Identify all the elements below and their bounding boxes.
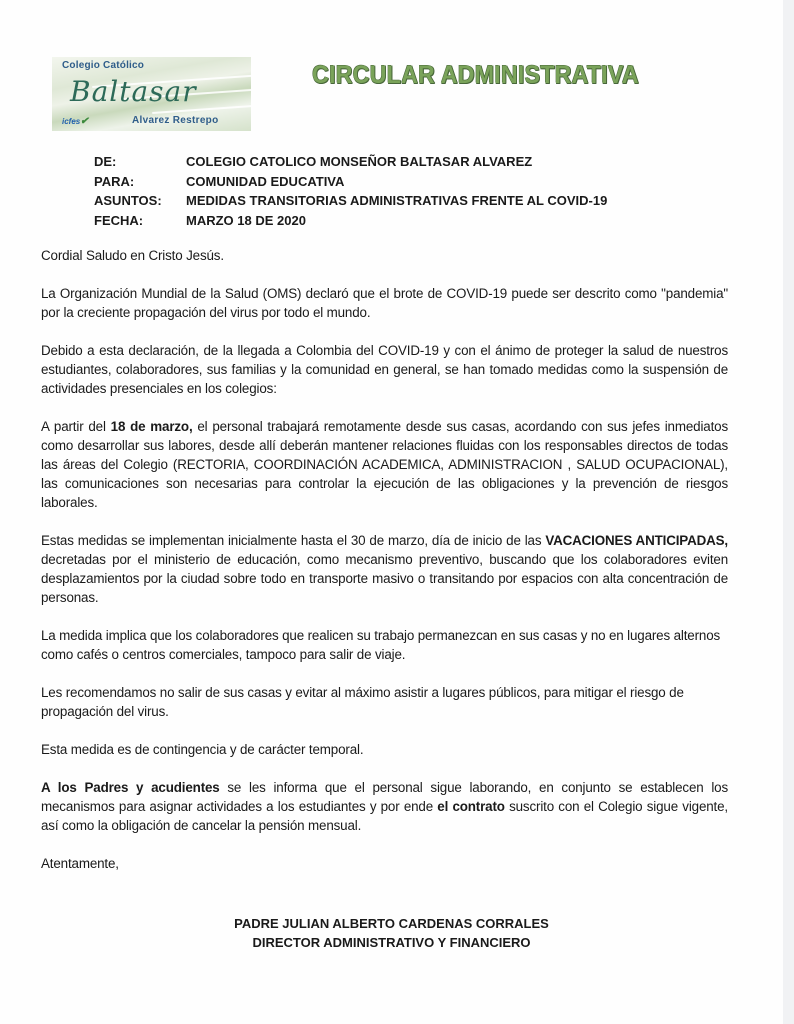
signer-role: DIRECTOR ADMINISTRATIVO Y FINANCIERO — [252, 935, 531, 950]
closing: Atentamente, — [41, 856, 119, 871]
signature-block — [0, 914, 783, 952]
field-para — [94, 172, 607, 192]
field-label: FECHA: — [94, 212, 144, 228]
paragraph-recommendation: Les recomendamos no salir de sus casas y evitar al máximo asistir a lugares públicos, para mitigar el riesgo de propagación del virus. — [41, 685, 684, 719]
field-label: PARA: — [94, 173, 135, 189]
field-label: DE: — [94, 154, 117, 169]
field-fecha — [94, 211, 607, 231]
text: decretadas por el ministerio de educación, como mecanismo preventivo, buscando que los colaboradores eviten desplazamientos por la ciudad sobre todo en transporte masivo o transitando por espacios con alta concentración de personas. — [41, 552, 728, 605]
document-title: CIRCULAR ADMINISTRATIVA — [312, 61, 639, 89]
logo-line-3: Alvarez Restrepo — [132, 115, 219, 126]
greeting: Cordial Saludo en Cristo Jesús. — [41, 248, 224, 263]
bold-date: 18 de marzo, — [110, 419, 193, 434]
signer-name: PADRE JULIAN ALBERTO CARDENAS CORRALES — [234, 916, 549, 931]
icfes-label: icfes — [62, 117, 81, 126]
paragraph-stay-home: La medida implica que los colaboradores que realicen su trabajo permanezcan en sus casas y no en lugares alternos como cafés o centros comerciales, tampoco para salir de viaje. — [41, 628, 721, 662]
logo-line-2: Baltasar — [70, 75, 197, 108]
header-fields — [94, 152, 607, 230]
paragraph-remote-work — [41, 417, 728, 512]
text: A partir del — [41, 419, 111, 434]
letter-body — [41, 246, 728, 892]
field-value: MEDIDAS TRANSITORIAS ADMINISTRATIVAS FRENTE AL COVID-19 — [186, 193, 608, 208]
field-asuntos — [94, 191, 607, 211]
field-value: COLEGIO CATOLICO MONSEÑOR BALTASAR ALVAREZ — [186, 154, 533, 169]
field-label: ASUNTOS: — [94, 193, 162, 208]
school-logo — [52, 57, 251, 131]
text: suscrito con el Colegio sigue vigente, así como la obligación de cancelar la pensión mensual. — [41, 799, 728, 833]
check-icon: ✔ — [80, 116, 89, 127]
paragraph-temporary: Esta medida es de contingencia y de carácter temporal. — [41, 742, 364, 757]
paragraph-declaration: Debido a esta declaración, de la llegada a Colombia del COVID-19 y con el ánimo de proteger la salud de nuestros estudiantes, colaboradores, sus familias y la comunidad en general, se han tomado medidas como la suspensión de actividades presenciales en los colegios: — [41, 343, 728, 396]
text: el personal trabajará remotamente desde sus casas, acordando con sus jefes inmediatos como desarrollar sus labores, desde allí deberán mantener relaciones fluidas con los responsables directos de todas las áreas del Colegio (RECTORIA, COORDINACIÓN ACADEMICA, ADMINISTRACION , SALUD OCUPACIONAL), las comunicaciones son necesarias para controlar la ejecución de las obligaciones y la prevención de riesgos laborales. — [41, 419, 728, 510]
text: se les informa que el personal sigue laborando, en conjunto se establecen los mecanismos para asignar actividades a los estudiantes y por ende — [41, 780, 728, 814]
paragraph-parents — [41, 778, 728, 835]
field-value: COMUNIDAD EDUCATIVA — [186, 173, 345, 189]
bold-parents: A los Padres y acudientes — [41, 780, 220, 795]
text: Estas medidas se implementan inicialmente hasta el 30 de marzo, día de inicio de las — [41, 533, 546, 548]
logo-line-1: Colegio Católico — [62, 60, 145, 71]
field-value: MARZO 18 DE 2020 — [186, 212, 306, 228]
icfes-badge — [62, 116, 89, 127]
bold-contract: el contrato — [437, 799, 505, 814]
bold-vacations: VACACIONES ANTICIPADAS, — [545, 533, 728, 548]
field-de — [94, 152, 607, 172]
paragraph-oms: La Organización Mundial de la Salud (OMS) declaró que el brote de COVID-19 puede ser descrito como "pandemia" por la creciente propagación del virus por todo el mundo. — [41, 286, 728, 320]
paragraph-vacations — [41, 531, 728, 607]
